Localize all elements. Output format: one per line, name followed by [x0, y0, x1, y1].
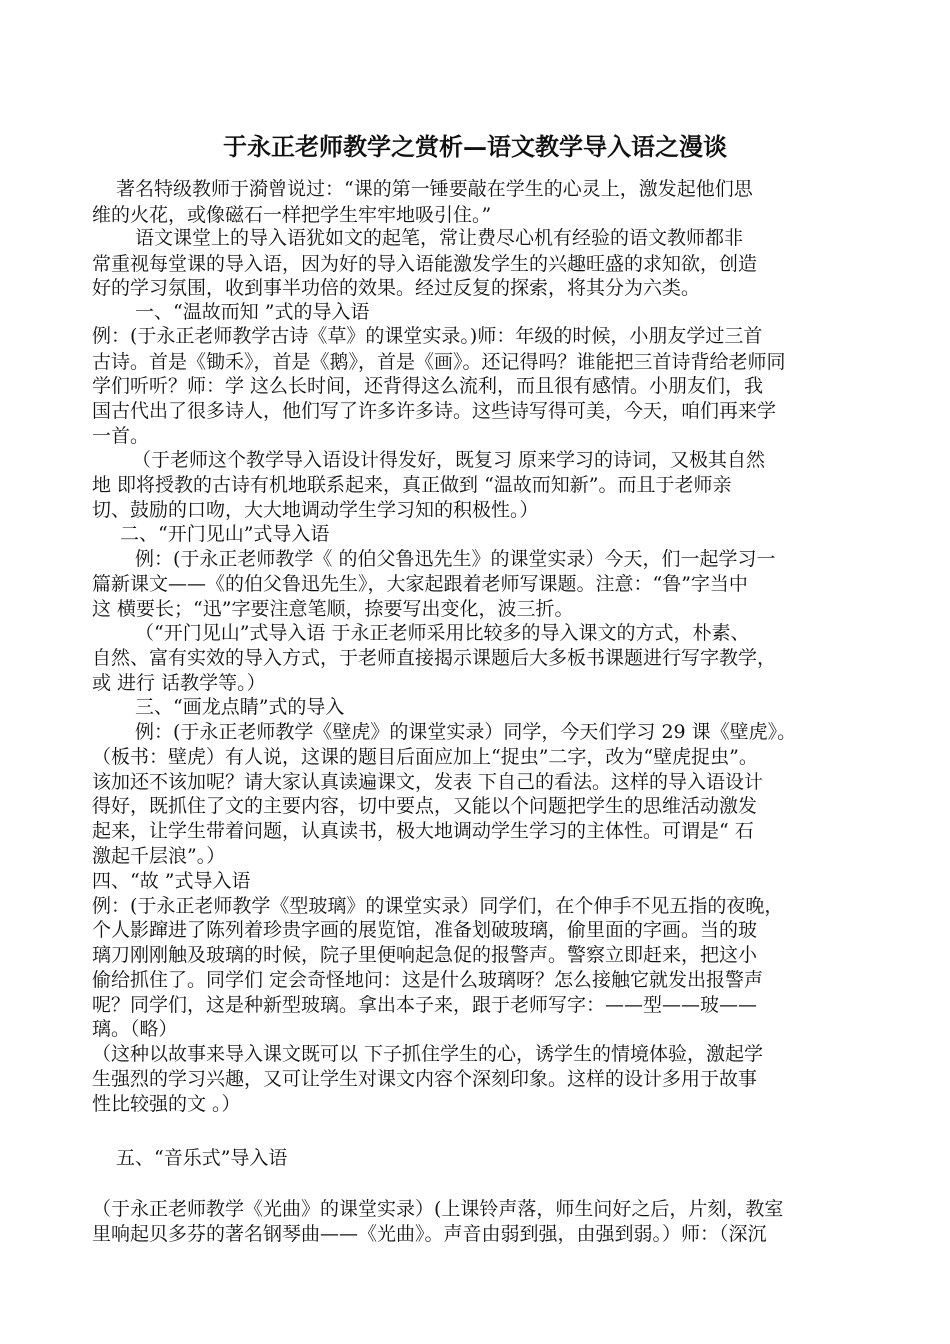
- paragraph-line: 自然、富有实效的导入方式，于老师直接揭示课题后大多板书课题进行写字教学，: [92, 647, 777, 669]
- paragraph-line: 偷给抓住了。同学们 定会奇怪地问：这是什么玻璃呀？怎么接触它就发出报警声: [92, 969, 764, 991]
- section-heading: 五、“音乐式”导入语: [116, 1147, 288, 1169]
- paragraph-line: 篇新课文——《的伯父鲁迅先生》，大家起跟着老师写课题。注意：“鲁”字当中: [92, 573, 748, 595]
- paragraph-line: 一首。: [92, 425, 150, 447]
- paragraph-line: 例：(于永正老师教学《壁虎》的课堂实录）同学，今天们学习 29 课《壁虎》。: [135, 721, 797, 743]
- paragraph-line: 例：(于永正老师教学古诗《草》的课堂实录。)师：年级的时候，小朋友学过三首: [92, 325, 763, 347]
- paragraph-line: 例：(于永正老师教学《 的伯父鲁迅先生》的课堂实录）今天，们一起学习一: [135, 548, 776, 570]
- paragraph-line: 维的火花，或像磁石一样把学生牢牢地吸引住。”: [92, 204, 492, 226]
- document-title: 于永正老师教学之赏析—语文教学导入语之漫谈: [223, 132, 727, 161]
- paragraph-line: 璃。（略）: [92, 1018, 178, 1040]
- paragraph-line: 里响起贝多芬的著名钢琴曲——《光曲》。声音由弱到强，由强到弱。）师：（深沉: [92, 1223, 767, 1245]
- paragraph-line: 个人影蹿进了陈列着珍贵字画的展览馆，准备划破玻璃，偷里面的字画。当的玻: [92, 919, 758, 941]
- section-heading: 一、“温故而知 ”式的导入语: [135, 301, 370, 323]
- paragraph-line: （“开门见山”式导入语 于永正老师采用比较多的导入课文的方式，朴素、: [135, 622, 750, 644]
- section-heading: 二、“开门见山”式导入语: [120, 523, 330, 545]
- paragraph-line: 常重视每堂课的导入语，因为好的导入语能激发学生的兴趣旺盛的求知欲，创造: [92, 253, 758, 275]
- paragraph-line: 这 横要长；“迅”字要注意笔顺，捺要写出变化，波三折。: [92, 598, 574, 620]
- paragraph-line: （这种以故事来导入课文既可以 下子抓住学生的心，诱学生的情境体验，激起学: [92, 1043, 764, 1065]
- paragraph-line: 切、鼓励的口吻，大大地调动学生学习知的积极性。）: [92, 499, 539, 521]
- paragraph-line: 或 进行 话教学等。）: [92, 672, 266, 694]
- section-heading: 四、“故 ”式导入语: [92, 870, 251, 892]
- paragraph-line: 璃刀刚刚触及玻璃的时候，院子里便响起急促的报警声。警察立即赶来，把这小: [92, 944, 758, 966]
- paragraph-line: 例：(于永正老师教学《型玻璃》的课堂实录）同学们，在个伸手不见五指的夜晚，: [92, 895, 784, 917]
- paragraph-line: 该加还不该加呢？请大家认真读遍课文，发表 下自己的看法。这样的导入语设计: [92, 771, 764, 793]
- paragraph-line: 生强烈的学习兴趣，又可让学生对课文内容个深刻印象。这样的设计多用于故事: [92, 1068, 758, 1090]
- paragraph-line: （于永正老师教学《光曲》的课堂实录）(上课铃声落，师生问好之后，片刻，教室: [92, 1198, 784, 1220]
- paragraph-line: 激起千层浪”。）: [92, 845, 226, 867]
- paragraph-line: 好的学习氛围，收到事半功倍的效果。经过反复的探索，将其分为六类。: [92, 277, 701, 299]
- paragraph-line: 得好，既抓住了文的主要内容，切中要点，又能以个问题把学生的思维活动激发: [92, 795, 758, 817]
- paragraph-line: 学们听听？师：学 这么长时间，还背得这么流利，而且很有感情。小朋友们，我: [92, 375, 764, 397]
- paragraph-line: 古诗。首是《锄禾》，首是《鹅》，首是《画》。还记得吗？谁能把三首诗背给老师同: [92, 351, 786, 373]
- paragraph-line: （于老师这个教学导入语设计得发好，既复习 原来学习的诗词，又极其自然: [132, 449, 766, 471]
- paragraph-line: 呢？同学们，这是种新型玻璃。拿出本子来，跟于老师写字：——型——玻——: [92, 994, 758, 1016]
- paragraph-line: 地 即将授教的古诗有机地联系起来，真正做到 “温故而知新”。而且于老师亲: [92, 474, 732, 496]
- section-heading: 三、“画龙点睛”式的导入: [135, 696, 345, 718]
- paragraph-line: 性比较强的文 。）: [92, 1093, 241, 1115]
- paragraph-line: 语文课堂上的导入语犹如文的起笔，常让费尽心机有经验的语文教师都非: [135, 227, 744, 249]
- paragraph-line: （板书：壁虎）有人说，这课的题目后面应加上“捉虫”二字，改为“壁虎捉虫”。: [92, 746, 758, 768]
- paragraph-line: 著名特级教师于漪曾说过：“课的第一锤要敲在学生的心灵上，激发起他们思: [116, 178, 753, 200]
- paragraph-line: 国古代出了很多诗人，他们写了许多许多诗。这些诗写得可美，今天，咱们再来学: [92, 400, 777, 422]
- paragraph-line: 起来，让学生带着问题，认真读书，极大地调动学生学习的主体性。可谓是“ 石: [92, 820, 754, 842]
